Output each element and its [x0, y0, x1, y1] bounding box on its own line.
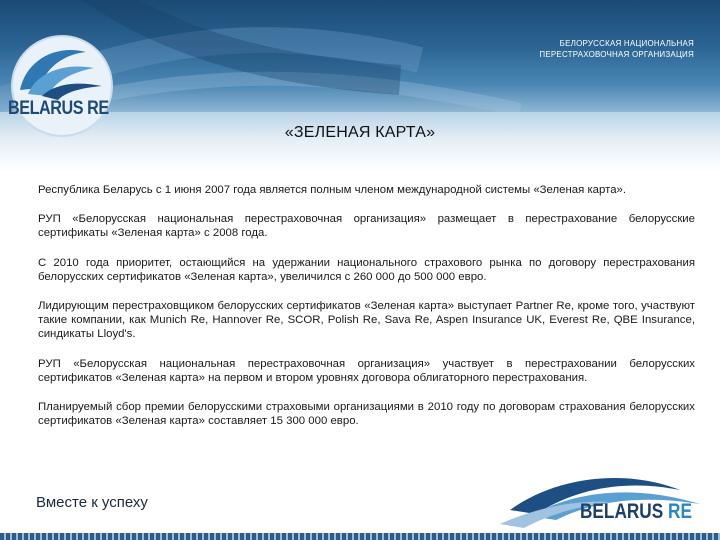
page-title: «ЗЕЛЕНАЯ КАРТА»: [284, 124, 436, 141]
footer-stripe: [0, 533, 720, 540]
paragraph: С 2010 года приоритет, остающийся на удержании национального страхового рынка по договору перестрахования белорусских сертификатов «Зеленая карта», увеличился с 260 000 до 500 000 евро.: [38, 256, 695, 283]
paragraph: Лидирующим перестраховщиком белорусских сертификатов «Зеленая карта» выступает Partner Re, кроме того, участвуют такие компании, как Munich Re, Hannover Re, SCOR, Polish Re, Sava Re, Aspen Insurance UK, Everest Re, QBE Insurance, синдикаты Lloyd's.: [38, 300, 695, 341]
paragraph: Планируемый сбор премии белорусскими страховыми организациями в 2010 году по договорам страхования белорусских сертификатов «Зеленая карта» составляет 15 300 000 евро.: [38, 401, 695, 428]
footer-logo-brand: BELARUS: [580, 500, 664, 523]
logo-brand-suffix: RE: [87, 98, 109, 119]
slogan: Вместе к успеху: [36, 494, 148, 511]
paragraph: РУП «Белорусская национальная перестраховочная организация» участвует в перестраховании белорусских сертификатов «Зеленая карта» на первом и втором уровнях договора облигаторного перестрахования.: [38, 357, 695, 384]
paragraph: РУП «Белорусская национальная перестраховочная организация» размещает в перестрахование белорусские сертификаты «Зеленая карта» с 2008 года.: [38, 213, 695, 240]
org-name-line2: ПЕРЕСТРАХОВОЧНАЯ ОРГАНИЗАЦИЯ: [539, 50, 694, 59]
footer-logo-wordmark: [580, 500, 692, 524]
logo-brand: BELARUS: [8, 98, 84, 119]
content-body: [38, 183, 695, 443]
footer-logo-suffix: RE: [668, 500, 692, 523]
org-name-line1: БЕЛОРУССКАЯ НАЦИОНАЛЬНАЯ: [559, 39, 694, 48]
paragraph: Республика Беларусь с 1 июня 2007 года является полным членом международной системы «Зеленая карта».: [38, 184, 627, 196]
logo-wordmark: [8, 98, 109, 120]
organization-name: [454, 38, 694, 60]
